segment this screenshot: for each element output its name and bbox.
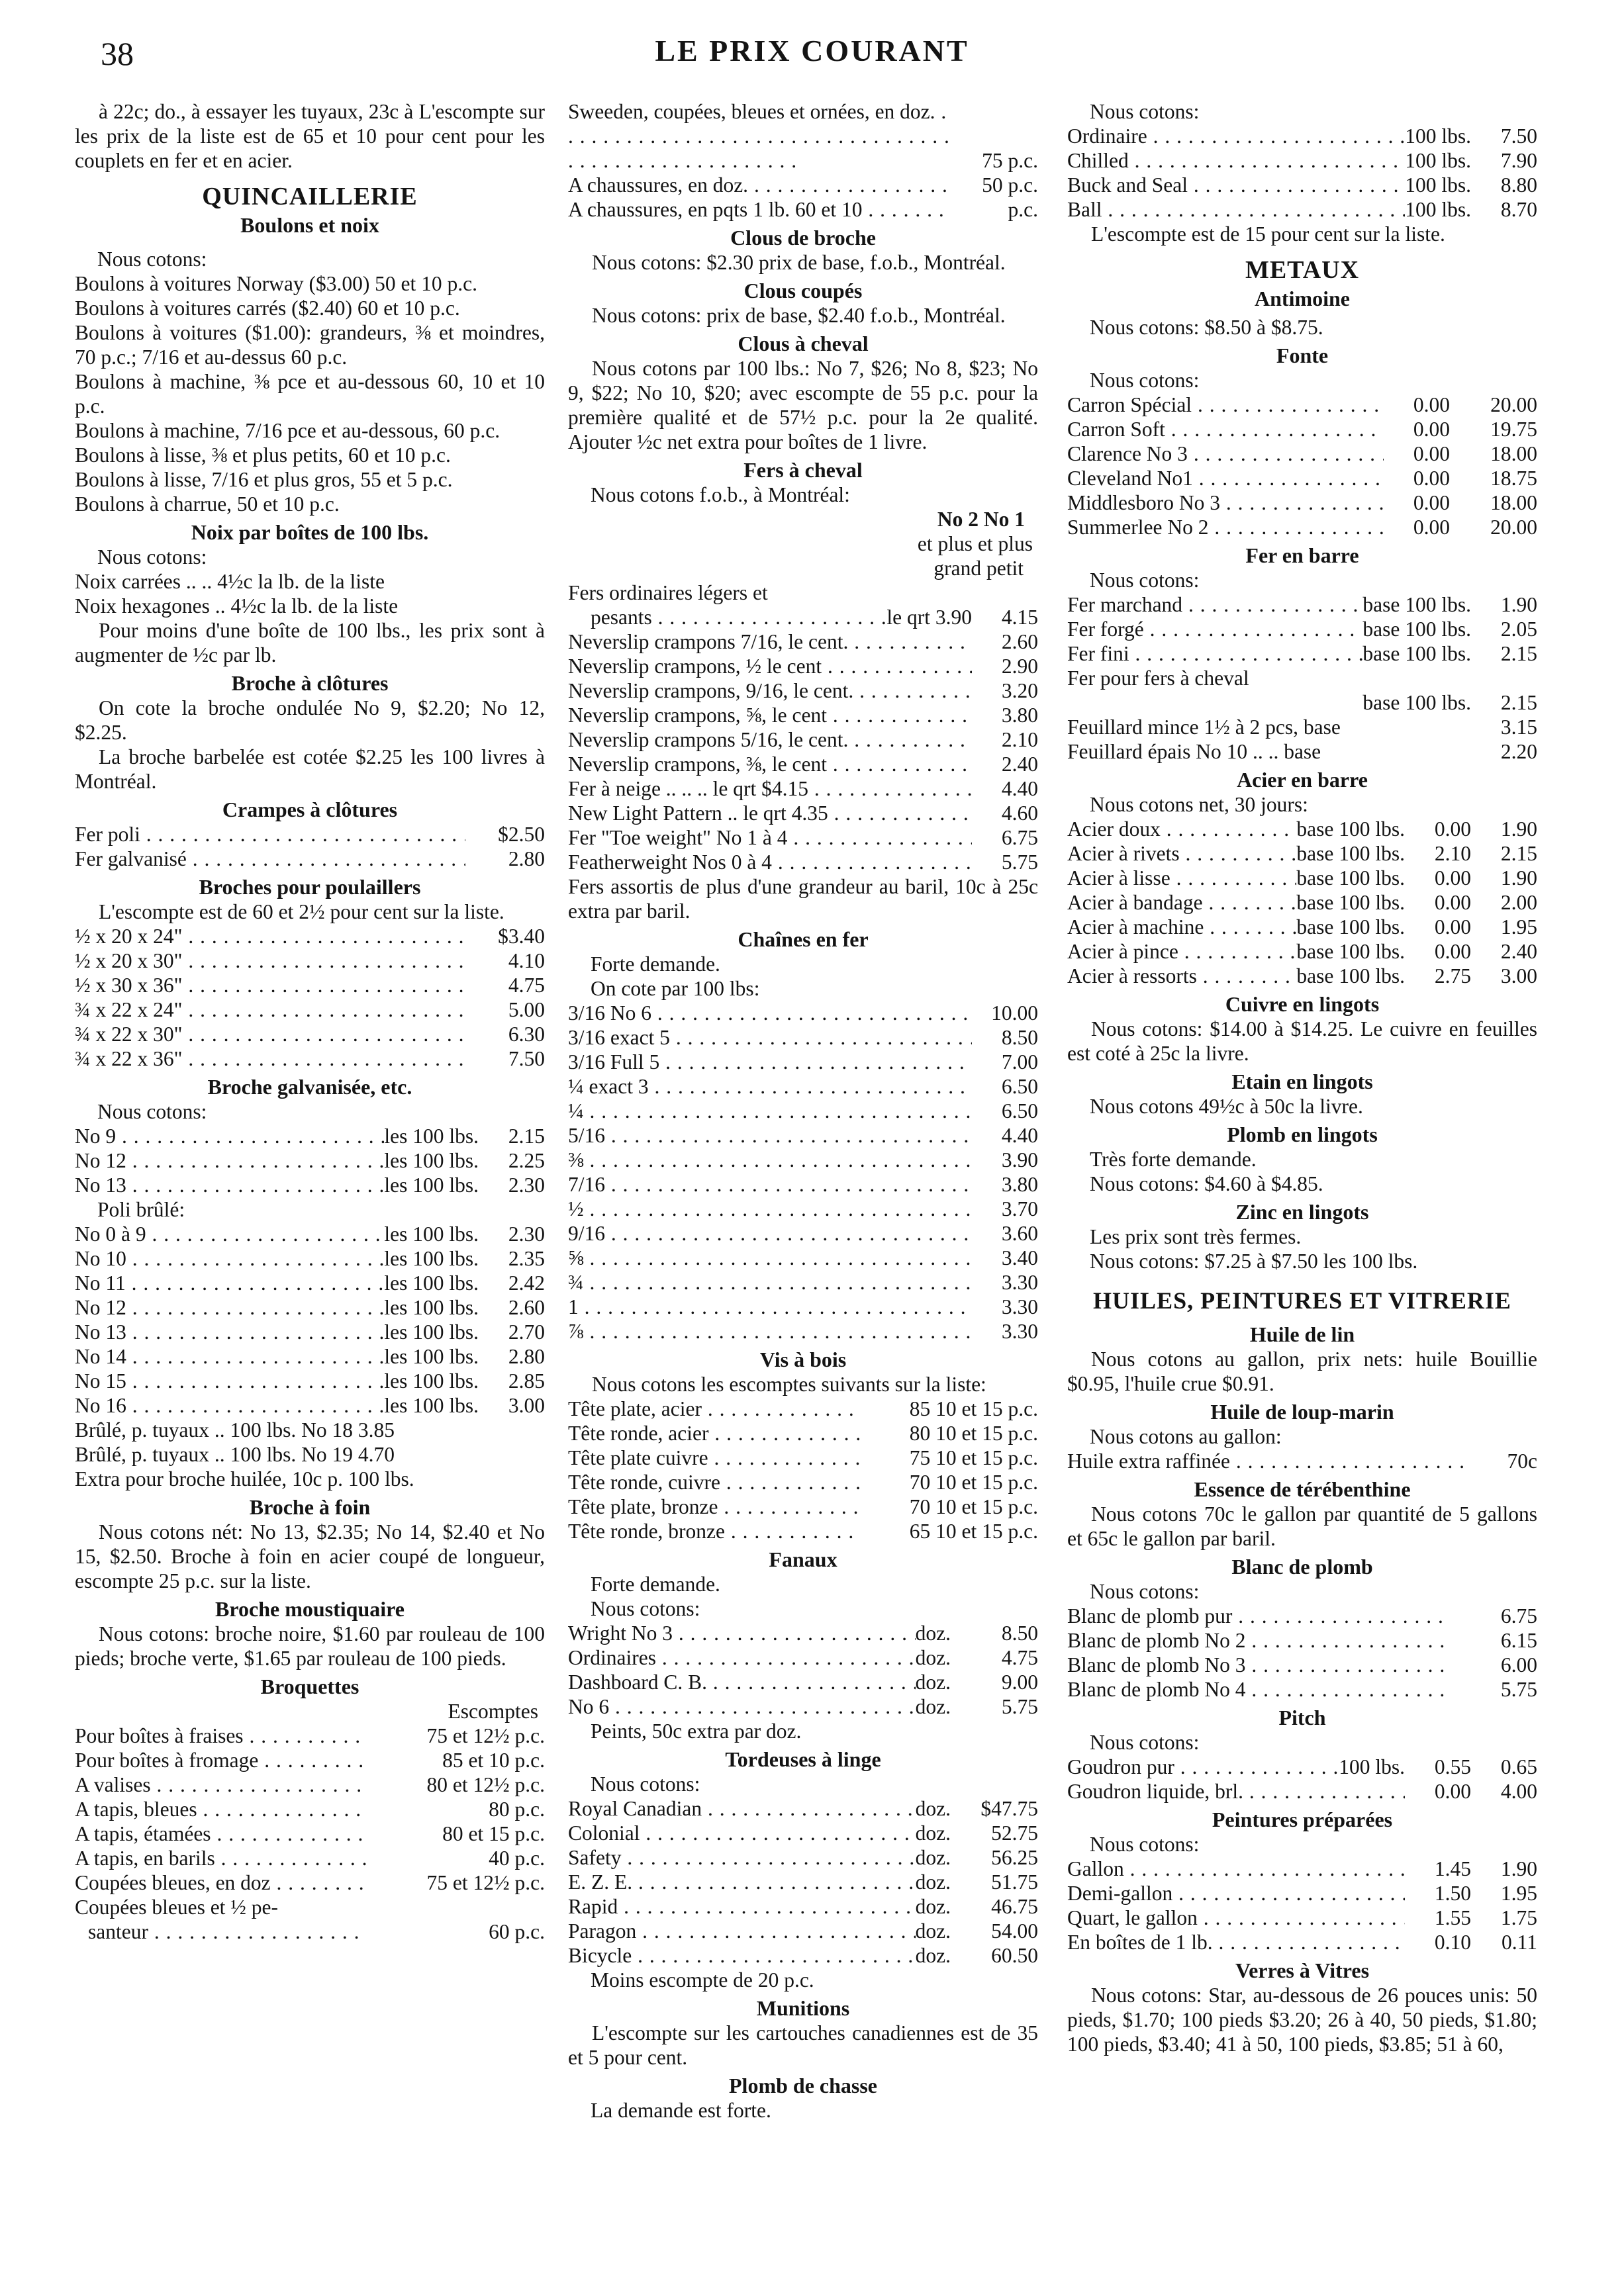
subheading-blanc-plomb: Blanc de plomb bbox=[1231, 1555, 1373, 1579]
subheading-plomb-chasse: Plomb de chasse bbox=[729, 2074, 877, 2097]
table-row: Tête plate cuivre . . . 75 10 et 15 p.c. bbox=[568, 1446, 1038, 1470]
list-item: Boulons à lisse, ⅜ et plus petits, 60 et 10 p.c. bbox=[75, 443, 451, 467]
table-row: No 13 . . . les 100 lbs. 2.70 bbox=[75, 1320, 545, 1344]
table-row: No 6 . . . doz. 5.75 bbox=[568, 1694, 1038, 1719]
paragraph: Nous cotons: Star, au-dessous de 26 pouces unis: 50 pieds, $1.70; 100 pieds $3.20; 26 à 40, 50 pieds, $1.80; 100 pieds, $3.40; 41 à 50, 100 pieds, $3.85; 51 à 60, bbox=[1067, 1984, 1537, 2056]
table-row: Featherweight Nos 0 à 4 . . . 5.75 bbox=[568, 850, 1038, 874]
table-row: Tête ronde, cuivre . . . 70 10 et 15 p.c. bbox=[568, 1470, 1038, 1494]
table-row: Ball . . . 100 lbs. 8.70 bbox=[1067, 197, 1537, 222]
table-row: Blanc de plomb pur . . . 6.75 bbox=[1067, 1604, 1537, 1628]
table-row: ¼ . . . 6.50 bbox=[568, 1099, 1038, 1123]
subheading-fonte: Fonte bbox=[1276, 344, 1329, 367]
list-item: Boulons à voitures carrés ($2.40) 60 et 10 p.c. bbox=[75, 297, 460, 320]
list-item: Noix hexagones .. 4½c la lb. de la liste bbox=[75, 594, 399, 618]
table-row: 9/16 . . . 3.60 bbox=[568, 1221, 1038, 1246]
table-row: ½ . . . 3.70 bbox=[568, 1197, 1038, 1221]
table-row: ¼ exact 3 . . . 6.50 bbox=[568, 1074, 1038, 1099]
page-title: LE PRIX COURANT bbox=[655, 34, 969, 68]
subheading-lin: Huile de lin bbox=[1249, 1322, 1355, 1346]
section-heading-quincaillerie: QUINCAILLERIE bbox=[202, 185, 418, 209]
table-row: Acier à rivets . . . base 100 lbs. 2.10 2.15 bbox=[1067, 841, 1537, 866]
subheading-fer-barre: Fer en barre bbox=[1245, 543, 1359, 567]
list-item: Boulons à machine, ⅜ pce et au-dessous 60, 10 et 10 p.c. bbox=[75, 370, 545, 418]
page-number: 38 bbox=[101, 35, 134, 72]
table-row: Neverslip crampons, 9/16, le cent. . . . 3.20 bbox=[568, 678, 1038, 703]
table-row: Buck and Seal . . . 100 lbs. 8.80 bbox=[1067, 173, 1537, 197]
subheading-tordeuses: Tordeuses à linge bbox=[725, 1747, 881, 1771]
table-row: Fer à neige .. .. .. le qrt $4.15 . . . 4.40 bbox=[568, 776, 1038, 801]
subheading-boulons: Boulons et noix bbox=[240, 213, 379, 237]
table-row: Fer fini . . . base 100 lbs. 2.15 bbox=[1067, 641, 1537, 666]
table-row: Goudron pur . . . 100 lbs. 0.55 0.65 bbox=[1067, 1755, 1537, 1779]
paragraph: Très forte demande. bbox=[1090, 1148, 1257, 1171]
table-row: Sweeden, coupées, bleues et ornées, en doz. . . . 75 p.c. bbox=[568, 99, 1038, 173]
column-header: grand petit bbox=[933, 557, 1024, 580]
subheading-munitions: Munitions bbox=[756, 1996, 850, 2020]
table-row: En boîtes de 1 lb. . . . 0.10 0.11 bbox=[1067, 1930, 1537, 1954]
paragraph: La demande est forte. bbox=[591, 2099, 771, 2122]
list-item: Extra pour broche huilée, 10c p. 100 lbs. bbox=[75, 1467, 414, 1491]
table-row: Feuillard épais No 10 .. .. base 2.20 bbox=[1067, 740, 1537, 763]
paragraph: Nous cotons: bbox=[1090, 1731, 1200, 1754]
subheading-crampes: Crampes à clôtures bbox=[222, 798, 398, 821]
paragraph: On cote par 100 lbs: bbox=[591, 977, 760, 1000]
column-right bbox=[1067, 99, 1537, 2056]
noix-note: Pour moins d'une boîte de 100 lbs., les prix sont à augmenter de ½c par lb. bbox=[75, 619, 545, 666]
nous-cotons: Nous cotons: bbox=[97, 248, 207, 271]
table-row: Carron Soft . . . 0.00 19.75 bbox=[1067, 417, 1537, 441]
table-row: No 15 . . . les 100 lbs. 2.85 bbox=[75, 1369, 545, 1393]
paragraph: Nous cotons au gallon, prix nets: huile Bouillie $0.95, l'huile crue $0.91. bbox=[1067, 1348, 1537, 1395]
table-row: No 0 à 9 . . . les 100 lbs. 2.30 bbox=[75, 1222, 545, 1246]
subheading-zinc: Zinc en lingots bbox=[1235, 1200, 1369, 1224]
escomptes-label: Escomptes bbox=[448, 1700, 538, 1723]
nous-cotons: Nous cotons: bbox=[97, 545, 207, 569]
nous-cotons: Nous cotons: bbox=[1090, 100, 1200, 123]
table-row: No 10 . . . les 100 lbs. 2.35 bbox=[75, 1246, 545, 1271]
table-row: Tête plate, bronze . . . 70 10 et 15 p.c. bbox=[568, 1494, 1038, 1519]
column-left bbox=[75, 99, 545, 1944]
subheading-cuivre: Cuivre en lingots bbox=[1225, 992, 1380, 1016]
list-item: Boulons à machine, 7/16 pce et au-dessous, 60 p.c. bbox=[75, 419, 501, 442]
paragraph: Forte demande. bbox=[591, 1573, 720, 1596]
table-row: No 13 . . . les 100 lbs. 2.30 bbox=[75, 1173, 545, 1197]
table-row: No 14 . . . les 100 lbs. 2.80 bbox=[75, 1344, 545, 1369]
table-row: Neverslip crampons, ⅜, le cent . . . 2.40 bbox=[568, 752, 1038, 776]
subheading-clous-coupes: Clous coupés bbox=[743, 279, 863, 302]
paragraph: Nous cotons: broche noire, $1.60 par rouleau de 100 pieds; broche verte, $1.65 par rouleau de 100 pieds. bbox=[75, 1622, 545, 1670]
table-row: ¾ x 22 x 30" . . . 6.30 bbox=[75, 1022, 545, 1046]
list-item: Fers ordinaires légers et bbox=[568, 581, 768, 604]
table-row: Summerlee No 2 . . . 0.00 20.00 bbox=[1067, 515, 1537, 539]
subheading-foin: Broche à foin bbox=[249, 1495, 371, 1519]
paragraph: L'escompte sur les cartouches canadiennes est de 35 et 5 pour cent. bbox=[568, 2021, 1038, 2069]
paragraph: Nous cotons 70c le gallon par quantité de 5 gallons et 65c le gallon par baril. bbox=[1067, 1502, 1537, 1550]
paragraph: Nous cotons: $4.60 à $4.85. bbox=[1090, 1172, 1323, 1195]
paragraph: Nous cotons: $7.25 à $7.50 les 100 lbs. bbox=[1090, 1250, 1418, 1273]
nous-cotons: Nous cotons: bbox=[97, 1100, 207, 1123]
paragraph: Nous cotons: bbox=[1090, 569, 1200, 592]
column-header: et plus et plus bbox=[917, 532, 1033, 555]
table-row: Neverslip crampons, ⅝, le cent . . . 3.80 bbox=[568, 703, 1038, 727]
subheading-fers-cheval: Fers à cheval bbox=[743, 458, 863, 482]
table-row: ⅞ . . . 3.30 bbox=[568, 1319, 1038, 1344]
table-row: 5/16 . . . 4.40 bbox=[568, 1123, 1038, 1148]
table-row: No 12 . . . les 100 lbs. 2.60 bbox=[75, 1295, 545, 1320]
table-row: Goudron liquide, brl. . . . 0.00 4.00 bbox=[1067, 1779, 1537, 1804]
paragraph: On cote la broche ondulée No 9, $2.20; No 12, $2.25. bbox=[75, 696, 545, 744]
paragraph: Nous cotons: $2.30 prix de base, f.o.b., Montréal. bbox=[592, 251, 1006, 274]
table-row: Blanc de plomb No 2 . . . 6.15 bbox=[1067, 1628, 1537, 1653]
list-item: Coupées bleues et ½ pe- bbox=[75, 1896, 279, 1919]
table-row: ½ x 30 x 36" . . . 4.75 bbox=[75, 973, 545, 997]
table-row: A tapis, en barils . . . 40 p.c. bbox=[75, 1846, 545, 1870]
subheading-essence: Essence de térébenthine bbox=[1194, 1477, 1411, 1501]
subheading-clous-broche: Clous de broche bbox=[730, 226, 876, 250]
paragraph: La broche barbelée est cotée $2.25 les 100 livres à Montréal. bbox=[75, 745, 545, 793]
paragraph: Nous cotons net, 30 jours: bbox=[1090, 793, 1308, 816]
list-item: Boulons à voitures ($1.00): grandeurs, ⅜ et moindres, 70 p.c.; 7/16 et au-dessus 60 p.c. bbox=[75, 321, 545, 369]
table-row: Fer poli . . . $2.50 bbox=[75, 822, 545, 847]
table-row: 3/16 exact 5 . . . 8.50 bbox=[568, 1025, 1038, 1050]
subheading-pitch: Pitch bbox=[1278, 1706, 1326, 1729]
table-row: Carron Spécial . . . 0.00 20.00 bbox=[1067, 392, 1537, 417]
paragraph: Peints, 50c extra par doz. bbox=[591, 1720, 802, 1743]
table-row: No 9 . . . les 100 lbs. 2.15 bbox=[75, 1124, 545, 1148]
table-row: Huile extra raffinée . . . 70c bbox=[1067, 1449, 1537, 1473]
table-row: ½ x 20 x 24" . . . $3.40 bbox=[75, 924, 545, 948]
table-row: No 12 . . . les 100 lbs. 2.25 bbox=[75, 1148, 545, 1173]
table-row: Acier à bandage . . . base 100 lbs. 0.00 2.00 bbox=[1067, 890, 1537, 915]
table-row: Pour boîtes à fromage . . . 85 et 10 p.c. bbox=[75, 1748, 545, 1772]
table-row: A chaussures, en doz. . . . 50 p.c. bbox=[568, 173, 1038, 197]
table-row: Gallon . . . 1.45 1.90 bbox=[1067, 1857, 1537, 1881]
table-row: Dashboard C. B. . . . doz. 9.00 bbox=[568, 1670, 1038, 1694]
paragraph: Nous cotons: $14.00 à $14.25. Le cuivre en feuilles est coté à 25c la livre. bbox=[1067, 1017, 1537, 1065]
table-row: E. Z. E. . . . doz. 51.75 bbox=[568, 1870, 1038, 1894]
paragraph: Nous cotons: $8.50 à $8.75. bbox=[1090, 316, 1323, 339]
table-row: Ordinaires . . . doz. 4.75 bbox=[568, 1645, 1038, 1670]
table-row: Tête ronde, bronze . . . 65 10 et 15 p.c. bbox=[568, 1519, 1038, 1543]
table-row: ¾ x 22 x 24" . . . 5.00 bbox=[75, 997, 545, 1022]
table-row: No 16 . . . les 100 lbs. 3.00 bbox=[75, 1393, 545, 1418]
table-row: Acier à machine . . . base 100 lbs. 0.00 1.95 bbox=[1067, 915, 1537, 939]
table-row: Tête plate, acier . . . 85 10 et 15 p.c. bbox=[568, 1397, 1038, 1421]
paragraph: L'escompte est de 60 et 2½ pour cent sur la liste. bbox=[99, 900, 504, 923]
table-row: pesants . . . le qrt 3.90 4.15 bbox=[568, 605, 1038, 629]
table-row: base 100 lbs. 2.15 bbox=[1362, 691, 1537, 714]
paragraph: Nous cotons au gallon: bbox=[1090, 1425, 1282, 1448]
table-row: ½ x 20 x 30" . . . 4.10 bbox=[75, 948, 545, 973]
list-item: Noix carrées .. .. 4½c la lb. de la liste bbox=[75, 570, 385, 593]
table-row: Clarence No 3 . . . 0.00 18.00 bbox=[1067, 441, 1537, 466]
table-row: Acier à lisse . . . base 100 lbs. 0.00 1.90 bbox=[1067, 866, 1537, 890]
paragraph: Nous cotons: bbox=[1090, 369, 1200, 392]
table-row: A chaussures, en pqts 1 lb. 60 et 10 . . . p.c. bbox=[568, 197, 1038, 222]
paragraph: Nous cotons f.o.b., à Montréal: bbox=[591, 483, 850, 506]
table-row: ⅜ . . . 3.90 bbox=[568, 1148, 1038, 1172]
table-row: 1 . . . 3.30 bbox=[568, 1295, 1038, 1319]
subheading-acier: Acier en barre bbox=[1237, 768, 1368, 792]
table-row: Bicycle . . . doz. 60.50 bbox=[568, 1943, 1038, 1968]
table-row: Feuillard mince 1½ à 2 pcs, base 3.15 bbox=[1067, 715, 1537, 739]
table-row: ⅝ . . . 3.40 bbox=[568, 1246, 1038, 1270]
section-heading-huiles: HUILES, PEINTURES ET VITRERIE bbox=[1093, 1287, 1511, 1314]
subheading-broquettes: Broquettes bbox=[260, 1675, 359, 1698]
table-row: A tapis, étamées . . . 80 et 15 p.c. bbox=[75, 1821, 545, 1846]
column-middle bbox=[568, 99, 1038, 2123]
list-item: Boulons à voitures Norway ($3.00) 50 et 10 p.c. bbox=[75, 272, 478, 295]
paragraph: Fers assortis de plus d'une grandeur au baril, 10c à 25c extra par baril. bbox=[568, 875, 1038, 923]
paragraph: Forte demande. bbox=[591, 952, 720, 976]
table-row: Coupées bleues, en doz . . . 75 et 12½ p.c. bbox=[75, 1870, 545, 1895]
paragraph: Nous cotons: bbox=[591, 1772, 700, 1796]
subheading-chaines: Chaînes en fer bbox=[738, 927, 869, 951]
table-row: Paragon . . . doz. 54.00 bbox=[568, 1919, 1038, 1943]
table-row: Neverslip crampons 5/16, le cent. . . . 2.10 bbox=[568, 727, 1038, 752]
paragraph: Nous cotons: bbox=[591, 1597, 700, 1620]
subheading-plomb: Plomb en lingots bbox=[1227, 1123, 1378, 1146]
table-row: Demi-gallon . . . 1.50 1.95 bbox=[1067, 1881, 1537, 1906]
table-row: Ordinaire . . . 100 lbs. 7.50 bbox=[1067, 124, 1537, 148]
section-heading-metaux: METAUX bbox=[1245, 258, 1360, 283]
poli-brule-label: Poli brûlé: bbox=[97, 1198, 185, 1221]
table-row: ¾ . . . 3.30 bbox=[568, 1270, 1038, 1295]
table-row: Neverslip crampons 7/16, le cent. . . . 2.60 bbox=[568, 629, 1038, 654]
subheading-clous-cheval: Clous à cheval bbox=[738, 332, 869, 355]
table-row: Fer forgé . . . base 100 lbs. 2.05 bbox=[1067, 617, 1537, 641]
list-item: Boulons à charrue, 50 et 10 p.c. bbox=[75, 492, 340, 516]
paragraph: Moins escompte de 20 p.c. bbox=[591, 1968, 814, 1992]
table-row: Blanc de plomb No 3 . . . 6.00 bbox=[1067, 1653, 1537, 1677]
table-row: A tapis, bleues . . . 80 p.c. bbox=[75, 1797, 545, 1821]
paragraph: Nous cotons les escomptes suivants sur la liste: bbox=[592, 1373, 986, 1396]
table-row: Acier à pince . . . base 100 lbs. 0.00 2.40 bbox=[1067, 939, 1537, 964]
table-row: Pour boîtes à fraises . . . 75 et 12½ p.c. bbox=[75, 1723, 545, 1748]
subheading-galvanisee: Broche galvanisée, etc. bbox=[207, 1075, 412, 1099]
subheading-vis: Vis à bois bbox=[759, 1348, 847, 1371]
subheading-noix: Noix par boîtes de 100 lbs. bbox=[191, 520, 429, 544]
table-row: A valises . . . 80 et 12½ p.c. bbox=[75, 1772, 545, 1797]
table-row: Wright No 3 . . . doz. 8.50 bbox=[568, 1621, 1038, 1645]
table-row: Fer galvanisé . . . 2.80 bbox=[75, 847, 545, 871]
table-row: Acier doux . . . base 100 lbs. 0.00 1.90 bbox=[1067, 817, 1537, 841]
table-row: Quart, le gallon . . . 1.55 1.75 bbox=[1067, 1906, 1537, 1930]
boulons-list bbox=[75, 271, 545, 516]
table-row: Acier à ressorts . . . base 100 lbs. 2.75 3.00 bbox=[1067, 964, 1537, 988]
table-row: Tête ronde, acier . . . 80 10 et 15 p.c. bbox=[568, 1421, 1038, 1446]
paragraph: Nous cotons nét: No 13, $2.35; No 14, $2.40 et No 15, $2.50. Broche à foin en acier coupé de longueur, escompte 25 p.c. sur la liste. bbox=[75, 1520, 545, 1592]
table-row: 7/16 . . . 3.80 bbox=[568, 1172, 1038, 1197]
table-row: Royal Canadian . . . doz. $47.75 bbox=[568, 1796, 1038, 1821]
paragraph: Nous cotons: bbox=[1090, 1833, 1200, 1856]
list-item: Brûlé, p. tuyaux .. 100 lbs. No 19 4.70 bbox=[75, 1443, 395, 1466]
table-row: Neverslip crampons, ½ le cent . . . 2.90 bbox=[568, 654, 1038, 678]
paragraph: L'escompte est de 15 pour cent sur la liste. bbox=[1091, 222, 1445, 246]
table-row: Middlesboro No 3 . . . 0.00 18.00 bbox=[1067, 490, 1537, 515]
subheading-antimoine: Antimoine bbox=[1255, 287, 1350, 310]
paragraph: Nous cotons: bbox=[1090, 1580, 1200, 1603]
table-row: New Light Pattern .. le qrt 4.35 . . . 4.60 bbox=[568, 801, 1038, 825]
subheading-broche-clotures: Broche à clôtures bbox=[231, 671, 389, 695]
table-row: Colonial . . . doz. 52.75 bbox=[568, 1821, 1038, 1845]
subheading-peintures: Peintures préparées bbox=[1212, 1808, 1393, 1831]
table-row: No 11 . . . les 100 lbs. 2.42 bbox=[75, 1271, 545, 1295]
paragraph: Nous cotons 49½c à 50c la livre. bbox=[1090, 1095, 1363, 1118]
paragraph: Nous cotons par 100 lbs.: No 7, $26; No 8, $23; No 9, $22; No 10, $20; avec escompte de 55 p.c. pour la première qualité et de 57½ p.c. pour la 2e qualité. Ajouter ½c net extra pour boîtes de 1 livre. bbox=[568, 357, 1038, 453]
list-item: Boulons à lisse, 7/16 et plus gros, 55 et 5 p.c. bbox=[75, 468, 453, 491]
table-row: ¾ x 22 x 36" . . . 7.50 bbox=[75, 1046, 545, 1071]
paragraph: Nous cotons: prix de base, $2.40 f.o.b., Montréal. bbox=[592, 304, 1006, 327]
subheading-loup-marin: Huile de loup-marin bbox=[1210, 1400, 1394, 1424]
list-item: Fer pour fers à cheval bbox=[1067, 666, 1249, 690]
table-row: Fer "Toe weight" No 1 à 4 . . . 6.75 bbox=[568, 825, 1038, 850]
table-row: Fer marchand . . . base 100 lbs. 1.90 bbox=[1067, 592, 1537, 617]
subheading-verres: Verres à Vitres bbox=[1235, 1958, 1370, 1982]
subheading-etain: Etain en lingots bbox=[1231, 1070, 1373, 1093]
table-row: Blanc de plomb No 4 . . . 5.75 bbox=[1067, 1677, 1537, 1702]
subheading-fanaux: Fanaux bbox=[769, 1547, 837, 1571]
table-row: Safety . . . doz. 56.25 bbox=[568, 1845, 1038, 1870]
table-row: Chilled . . . 100 lbs. 7.90 bbox=[1067, 148, 1537, 173]
intro-paragraph: à 22c; do., à essayer les tuyaux, 23c à L'escompte sur les prix de la liste est de 65 et 10 pour cent pour les couplets en fer et en acier. bbox=[75, 100, 545, 172]
table-row: 3/16 Full 5 . . . 7.00 bbox=[568, 1050, 1038, 1074]
subheading-moustiquaire: Broche moustiquaire bbox=[215, 1597, 405, 1621]
subheading-poulaillers: Broches pour poulaillers bbox=[199, 875, 421, 899]
table-row: 3/16 No 6 . . . 10.00 bbox=[568, 1001, 1038, 1025]
table-row: Cleveland No1 . . . 0.00 18.75 bbox=[1067, 466, 1537, 490]
column-header: No 2 No 1 bbox=[937, 508, 1025, 531]
list-item: Brûlé, p. tuyaux .. 100 lbs. No 18 3.85 bbox=[75, 1418, 395, 1442]
table-row: santeur . . . 60 p.c. bbox=[75, 1919, 545, 1944]
paragraph: Les prix sont très fermes. bbox=[1090, 1225, 1302, 1248]
table-row: Rapid . . . doz. 46.75 bbox=[568, 1894, 1038, 1919]
